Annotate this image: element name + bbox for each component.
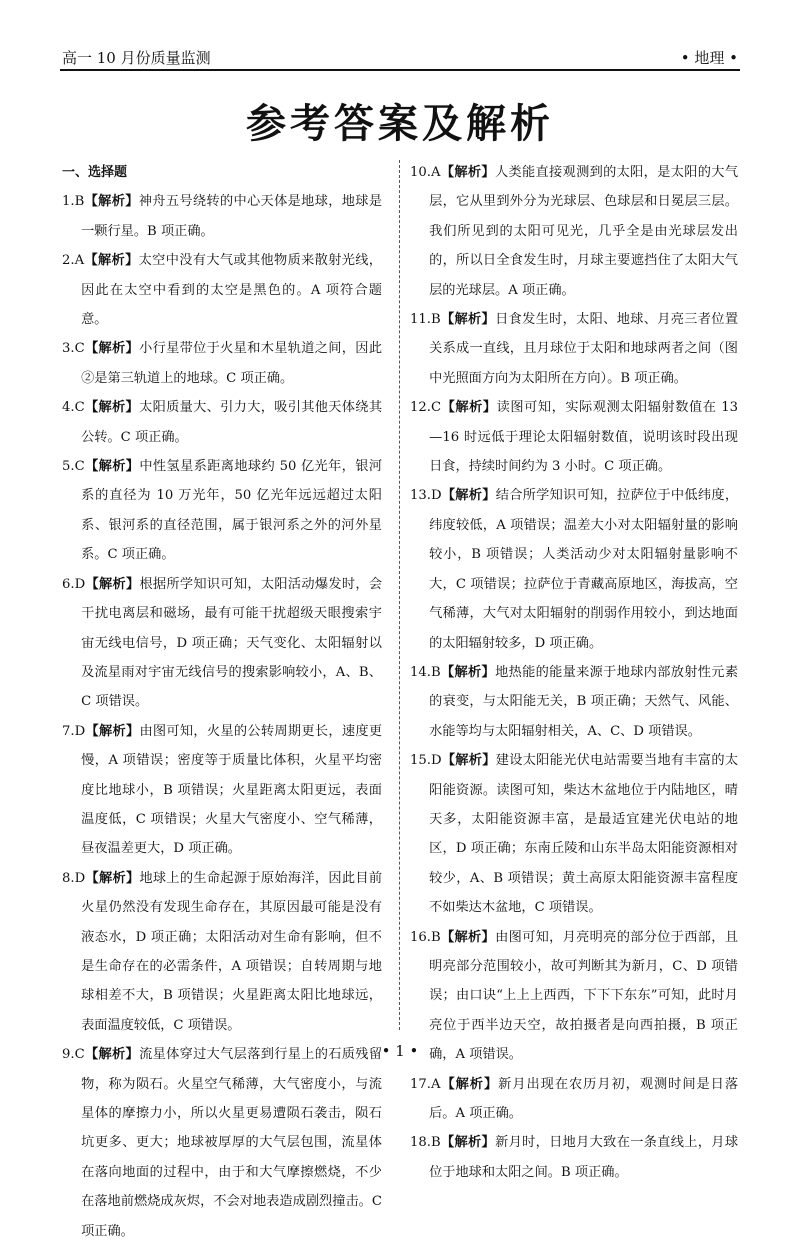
answer-explanation: 地球上的生命起源于原始海洋，因此目前火星仍然没有发现生命存在，其原因最可能是没有液态水，D 项正确；太阳活动对生命有影响，但不是生命存在的必需条件，A 项错误；自转周期与地球相差不大，B 项错误；火星距离太阳比地球远，表面温度较低，C 项错误。	[81, 870, 383, 1033]
answer-number: 14.B	[410, 664, 441, 680]
answer-item	[410, 158, 738, 305]
answer-explanation: 根据所学知识可知，太阳活动爆发时，会干扰电离层和磁场，最有可能干扰超级天眼搜索宇宙无线电信号，D 项正确；天气变化、太阳辐射以及流星雨对宇宙无线信号的搜索影响较小，A、B、C 项错误。	[81, 576, 383, 710]
answer-explanation: 建设太阳能光伏电站需要当地有丰富的太阳能资源。读图可知，柴达木盆地位于内陆地区，晴天多，太阳能资源丰富，是最适宜建光伏电站的地区，D 项正确；东南丘陵和山东半岛太阳能资源相对较少，A、B 项错误；黄土高原太阳能资源丰富程度不如柴达木盆地，C 项错误。	[429, 753, 739, 916]
header-rule	[60, 69, 740, 71]
answer-item	[410, 1128, 738, 1187]
answer-number: 10.A	[410, 165, 441, 180]
subject-label: • 地理 •	[680, 49, 738, 67]
answer-number: 17.A	[410, 1076, 441, 1092]
answer-number: 13.D	[410, 488, 442, 504]
analysis-tag: 【解析】	[84, 253, 139, 269]
answer-number: 9.C	[62, 1047, 85, 1063]
analysis-tag: 【解析】	[441, 488, 496, 504]
answer-item	[62, 1040, 382, 1246]
analysis-tag: 【解析】	[440, 165, 495, 180]
answer-number: 4.C	[62, 400, 85, 416]
analysis-tag: 【解析】	[84, 341, 140, 357]
analysis-tag: 【解析】	[441, 753, 496, 769]
answer-item	[410, 1070, 738, 1129]
answer-list-left	[62, 187, 382, 1246]
answer-explanation: 人类能直接观测到的太阳，是太阳的大气层，它从里到外分为光球层、色球层和日冕层三层。我们所见到的太阳可见光，几乎全是由光球层发出的，所以日全食发生时，月球主要遮挡住了太阳大气层的光球层。A 项正确。	[429, 165, 739, 298]
answer-item	[62, 246, 382, 334]
answer-explanation: 由图可知，火星的公转周期更长，速度更慢，A 项错误；密度等于质量比体积，火星平均密度比地球小，B 项错误；火星距离太阳更远，表面温度低，C 项错误；火星大气密度小、空气稀薄，昼夜温差更大，D 项正确。	[81, 723, 383, 857]
answer-explanation: 太阳质量大、引力大，吸引其他天体绕其公转。C 项正确。	[81, 400, 383, 445]
answer-explanation: 中性氢星系距离地球约 50 亿光年，银河系的直径为 10 万光年，50 亿光年远远超过太阳系、银河系的直径范围，属于银河系之外的河外星系。C 项正确。	[81, 459, 383, 563]
answer-number: 15.D	[410, 753, 442, 769]
left-column	[62, 158, 382, 1246]
analysis-tag: 【解析】	[84, 194, 139, 210]
answer-item	[410, 393, 738, 481]
answer-item	[410, 658, 738, 746]
answer-item	[410, 746, 738, 922]
exam-title: 高一 10 月份质量监测	[62, 49, 211, 67]
answer-explanation: 太空中没有大气或其他物质来散射光线，因此在太空中看到的太空是黑色的。A 项符合题意。	[81, 253, 382, 328]
answer-explanation: 结合所学知识可知，拉萨位于中低纬度，纬度较低，A 项错误；温差大小对太阳辐射量的影响较小，B 项错误；人类活动少对太阳辐射量影响不大，C 项错误；拉萨位于青藏高原地区，海拔高，空气稀薄，大气对太阳辐射的削弱作用较小，到达地面的太阳辐射较多，D 项正确。	[429, 488, 739, 651]
answer-number: 3.C	[62, 341, 85, 357]
analysis-tag: 【解析】	[440, 312, 496, 328]
answer-explanation: 日食发生时，太阳、地球、月亮三者位置关系成一直线，且月球位于太阳和地球两者之间（图中光照面方向为太阳所在方向）。B 项正确。	[429, 312, 739, 386]
answer-explanation: 神舟五号绕转的中心天体是地球，地球是一颗行星。B 项正确。	[81, 194, 383, 239]
answer-number: 12.C	[410, 400, 442, 416]
answer-item	[62, 393, 382, 452]
answer-number: 11.B	[410, 312, 441, 328]
answer-item	[62, 187, 382, 246]
column-divider	[399, 160, 400, 1030]
analysis-tag: 【解析】	[440, 929, 496, 945]
answer-number: 6.D	[62, 576, 86, 592]
analysis-tag: 【解析】	[84, 1047, 140, 1063]
answer-item	[410, 305, 738, 393]
analysis-tag: 【解析】	[85, 870, 140, 886]
answer-number: 1.B	[62, 194, 85, 210]
right-column	[410, 158, 738, 1187]
answer-explanation: 小行星带位于火星和木星轨道之间，因此②是第三轨道上的地球。C 项正确。	[81, 341, 383, 386]
answer-explanation: 读图可知，实际观测太阳辐射数值在 13—16 时远低于理论太阳辐射数值，说明该时段出现日食，持续时间约为 3 小时。C 项正确。	[429, 400, 738, 475]
section-heading: 一、选择题	[62, 165, 128, 180]
analysis-tag: 【解析】	[440, 664, 496, 680]
answer-item	[62, 717, 382, 864]
answer-explanation: 由图可知，月亮明亮的部分位于西部，且明亮部分范围较小，故可判断其为新月，C、D 项错误；由口诀“上上上西西，下下下东东”可知，此时月亮位于西半边天空，故拍摄者是向西拍摄，B 项正确，A 项错误。	[429, 929, 739, 1063]
answer-explanation: 流星体穿过大气层落到行星上的石质残留物，称为陨石。火星空气稀薄，大气密度小，与流星体的摩擦力小，所以火星更易遭陨石袭击，陨石坑更多、更大；地球被厚厚的大气层包围，流星体在落向地面的过程中，由于和大气摩擦燃烧，不少在落地前燃烧成灰烬，不会对地表造成剧烈撞击。C 项正确。	[81, 1047, 383, 1239]
analysis-tag: 【解析】	[84, 459, 140, 475]
answer-item	[62, 334, 382, 393]
analysis-tag: 【解析】	[84, 400, 140, 416]
answer-explanation: 新月时，日地月大致在一条直线上，月球位于地球和太阳之间。B 项正确。	[429, 1135, 739, 1180]
answer-item	[62, 452, 382, 570]
answer-explanation: 地热能的能量来源于地球内部放射性元素的衰变，与太阳能无关，B 项正确；天然气、风能、水能等均与太阳辐射相关，A、C、D 项错误。	[429, 664, 739, 739]
analysis-tag: 【解析】	[85, 723, 140, 739]
analysis-tag: 【解析】	[440, 1076, 499, 1092]
answer-number: 5.C	[62, 459, 85, 475]
answer-item	[62, 570, 382, 717]
answer-number: 16.B	[410, 929, 441, 945]
page-number: • 1 •	[381, 1042, 419, 1060]
page-title: 参考答案及解析	[246, 101, 554, 147]
answer-number: 7.D	[62, 723, 86, 739]
answer-number: 2.A	[62, 253, 85, 269]
answer-number: 18.B	[410, 1135, 441, 1151]
answer-item	[410, 481, 738, 657]
answer-explanation: 新月出现在农历月初，观测时间是日落后。A 项正确。	[429, 1076, 739, 1121]
answer-list-right	[410, 158, 738, 1187]
answer-number: 8.D	[62, 870, 86, 886]
analysis-tag: 【解析】	[440, 1135, 496, 1151]
analysis-tag: 【解析】	[441, 400, 497, 416]
answer-item	[62, 864, 382, 1040]
analysis-tag: 【解析】	[85, 576, 140, 592]
